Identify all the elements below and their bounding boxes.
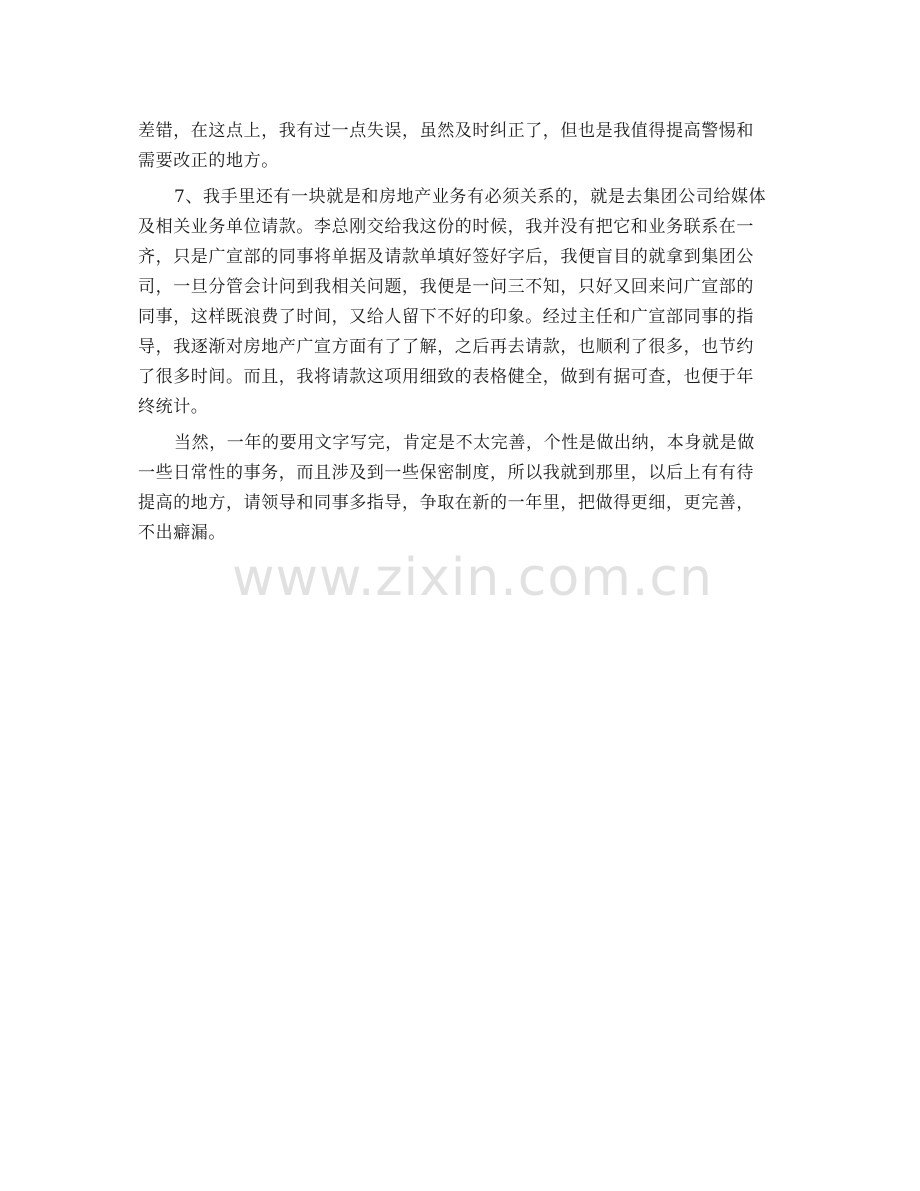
- text-line: 差错，在这点上，我有过一点失误，虽然及时纠正了，但也是我值得提高警惕和: [138, 121, 754, 141]
- paragraph-3: [138, 428, 788, 548]
- text-line: 一些日常性的事务，而且涉及到一些保密制度，所以我就到那里，以后上有有待: [138, 463, 754, 483]
- watermark: www.zixin.com.cn: [232, 548, 713, 608]
- text-line: 齐，只是广宣部的同事将单据及请款单填好签好字后，我便盲目的就拿到集团公: [138, 247, 754, 267]
- document-body: [138, 116, 788, 548]
- text-line: 导，我逐渐对房地产广宣方面有了了解，之后再去请款，也顺利了很多，也节约: [138, 337, 754, 357]
- text-line: 及相关业务单位请款。李总刚交给我这份的时候，我并没有把它和业务联系在一: [138, 217, 754, 237]
- text-line: 需要改正的地方。: [138, 151, 279, 171]
- text-line: 终统计。: [138, 397, 209, 417]
- text-line: 司，一旦分管会计问到我相关问题，我便是一问三不知，只好又回来问广宣部的: [138, 277, 754, 297]
- text-line: 提高的地方，请领导和同事多指导，争取在新的一年里，把做得更细，更完善，: [138, 493, 754, 513]
- text-line: 了很多时间。而且，我将请款这项用细致的表格健全，做到有据可查，也便于年: [138, 367, 754, 387]
- paragraph-1: [138, 116, 788, 176]
- text-line: 7、我手里还有一块就是和房地产业务有必须关系的，就是去集团公司给媒体: [174, 187, 767, 207]
- text-line: 当然，一年的要用文字写完，肯定是不太完善，个性是做出纳，本身就是做: [174, 433, 755, 453]
- text-line: 同事，这样既浪费了时间，又给人留下不好的印象。经过主任和广宣部同事的指: [138, 307, 754, 327]
- paragraph-2: [138, 182, 788, 422]
- text-line: 不出癖漏。: [138, 523, 226, 543]
